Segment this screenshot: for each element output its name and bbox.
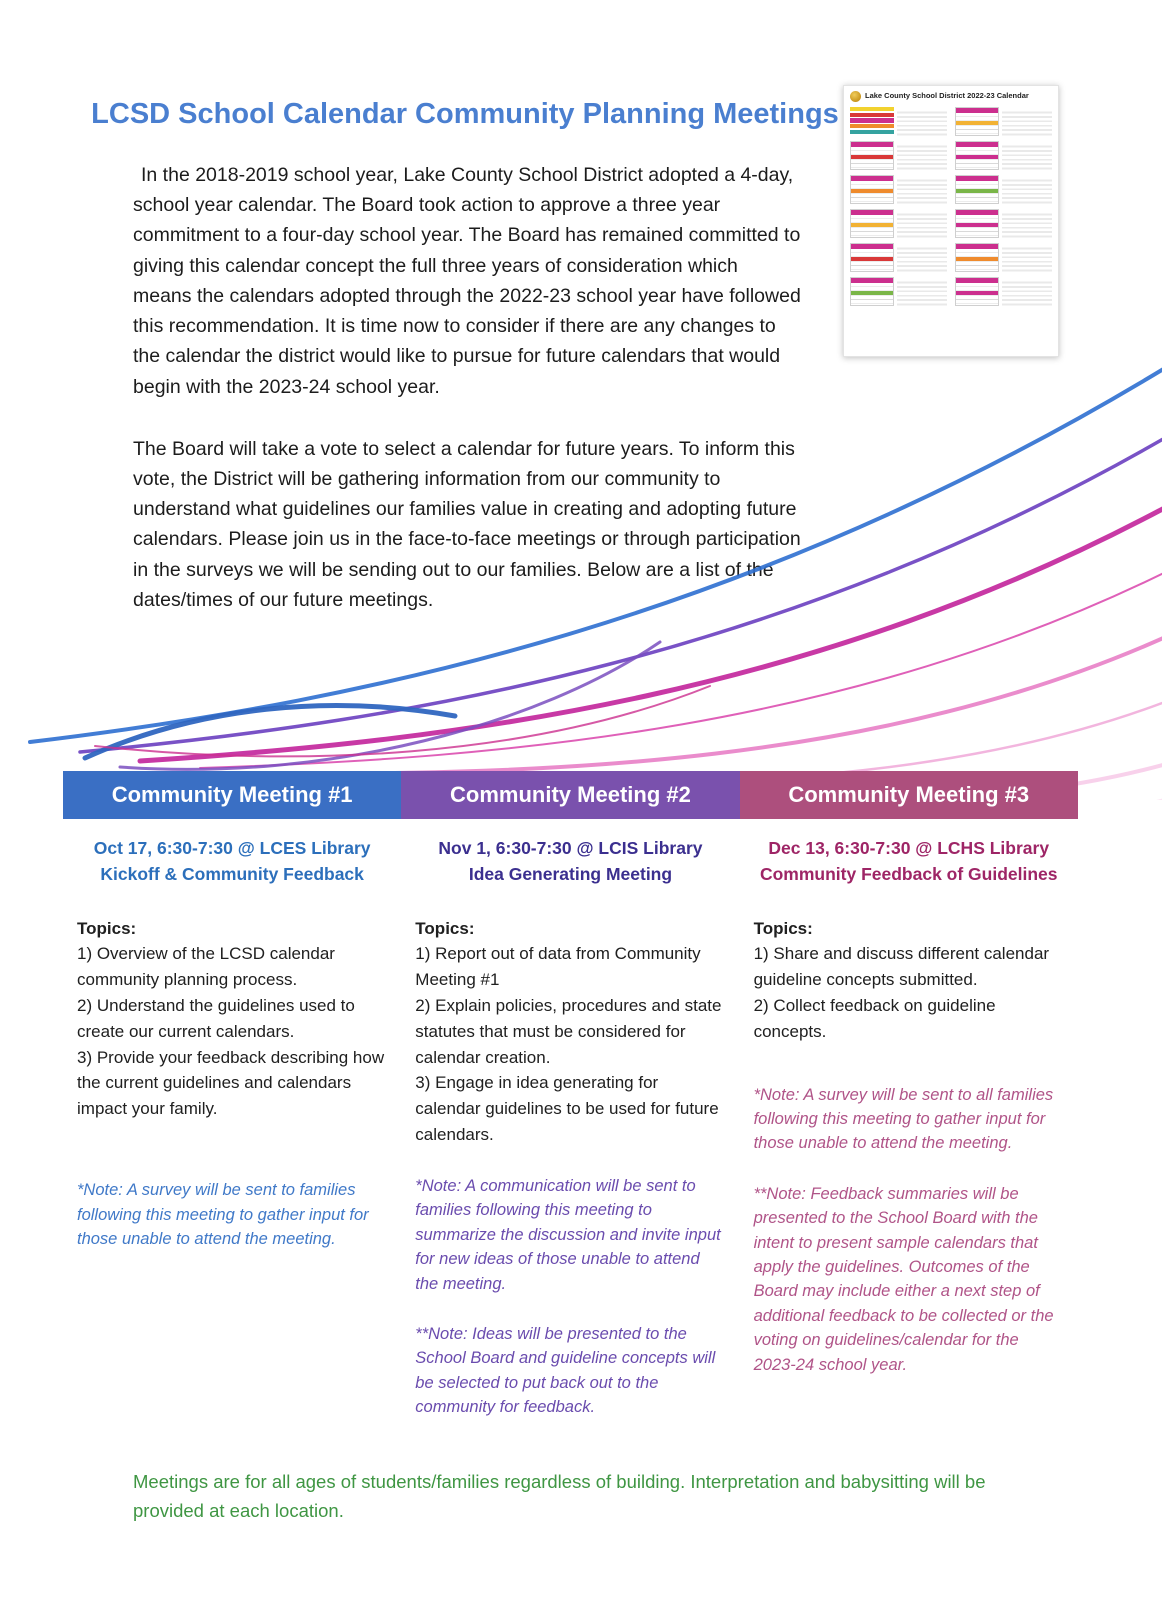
meeting-1-column bbox=[63, 771, 401, 1251]
meeting-3-datetime: Dec 13, 6:30-7:30 @ LCHS Library bbox=[768, 838, 1050, 858]
intro-paragraph-1: In the 2018-2019 school year, Lake County School District adopted a 4-day, school year calendar. The Board took action to approve a three year commitment to a four-day school year. The Board has remained committed to giving this calendar concept the full three years of consideration which means the calendars adopted through the 2022-23 school year have followed this recommendation. It is time now to consider if there are any changes to the calendar the district would like to pursue for future calendars that would begin with the 2023-24 school year. bbox=[133, 164, 801, 398]
meeting-2-body bbox=[401, 916, 739, 1420]
meeting-1-subtitle bbox=[63, 835, 401, 888]
meeting-note: *Note: A survey will be sent to all families following this meeting to gather input for those unable to attend the meeting. bbox=[753, 1085, 1054, 1153]
meeting-3-body bbox=[740, 916, 1078, 1378]
meeting-3-subtitle bbox=[740, 835, 1078, 888]
topic-item: 2) Understand the guidelines used to create our current calendars. bbox=[77, 995, 355, 1041]
topic-item: 3) Provide your feedback describing how the current guidelines and calendars impact your family. bbox=[77, 1047, 385, 1119]
meeting-note: **Note: Feedback summaries will be presented to the School Board with the intent to present sample calendars that apply the guidelines. Outcomes of the Board may include either a next step of additional feedback to be collected or the voting on guidelines/calendar for the 2023-24 school year. bbox=[753, 1184, 1054, 1374]
calendar-thumbnail-months bbox=[850, 102, 1052, 306]
topic-item: 1) Overview of the LCSD calendar community planning process. bbox=[77, 944, 335, 990]
topic-item: 2) Explain policies, procedures and state statutes that must be considered for calendar creation. bbox=[415, 995, 722, 1067]
intro-text bbox=[133, 160, 801, 615]
meeting-1-header: Community Meeting #1 bbox=[63, 771, 401, 819]
meeting-3-column bbox=[740, 771, 1078, 1377]
meeting-1-datetime: Oct 17, 6:30-7:30 @ LCES Library bbox=[93, 838, 371, 858]
calendar-thumbnail-header bbox=[850, 91, 1052, 102]
district-logo-icon bbox=[850, 91, 861, 102]
meeting-note: *Note: A communication will be sent to families following this meeting to summarize the discussion and invite input for new ideas of those unable to attend the meeting. bbox=[415, 1176, 721, 1293]
meeting-2-subtitle bbox=[401, 835, 739, 888]
calendar-thumbnail bbox=[843, 85, 1059, 357]
meeting-2-header: Community Meeting #2 bbox=[401, 771, 739, 819]
topic-item: 2) Collect feedback on guideline concepts. bbox=[753, 995, 996, 1041]
meeting-2-datetime: Nov 1, 6:30-7:30 @ LCIS Library bbox=[438, 838, 703, 858]
topic-item: 3) Engage in idea generating for calendar guidelines to be used for future calendars. bbox=[415, 1073, 719, 1145]
intro-paragraph-2: The Board will take a vote to select a calendar for future years. To inform this vote, the District will be gathering information from our community to understand what guidelines our families value in creating and adopting future calendars. Please join us in the face-to-face meetings or through participation in the surveys we will be sending out to our families. Below are a list of the dates/times of our future meetings. bbox=[133, 437, 801, 611]
meeting-2-column bbox=[401, 771, 739, 1420]
meeting-3-type: Community Feedback of Guidelines bbox=[759, 864, 1058, 885]
meeting-1-type: Kickoff & Community Feedback bbox=[100, 864, 364, 885]
page-title: LCSD School Calendar Community Planning Meetings bbox=[91, 98, 839, 130]
topics-label: Topics: bbox=[415, 918, 475, 938]
topic-item: 1) Share and discuss different calendar guideline concepts submitted. bbox=[753, 944, 1050, 990]
topics-label: Topics: bbox=[77, 918, 137, 938]
meeting-2-type: Idea Generating Meeting bbox=[468, 864, 673, 885]
footer-note: Meetings are for all ages of students/families regardless of building. Interpretation and babysitting will be provided at each location. bbox=[133, 1471, 986, 1521]
topics-label: Topics: bbox=[753, 918, 813, 938]
topic-item: 1) Report out of data from Community Meeting #1 bbox=[415, 944, 701, 990]
meeting-3-header: Community Meeting #3 bbox=[740, 771, 1078, 819]
meeting-note: **Note: Ideas will be presented to the School Board and guideline concepts will be selected to put back out to the community for feedback. bbox=[415, 1324, 716, 1417]
meeting-1-body bbox=[63, 916, 401, 1252]
calendar-thumbnail-title: Lake County School District 2022-23 Calendar bbox=[865, 91, 1029, 101]
meeting-note: *Note: A survey will be sent to families following this meeting to gather input for those unable to attend the meeting. bbox=[77, 1181, 369, 1248]
meetings-section bbox=[63, 771, 1078, 1420]
